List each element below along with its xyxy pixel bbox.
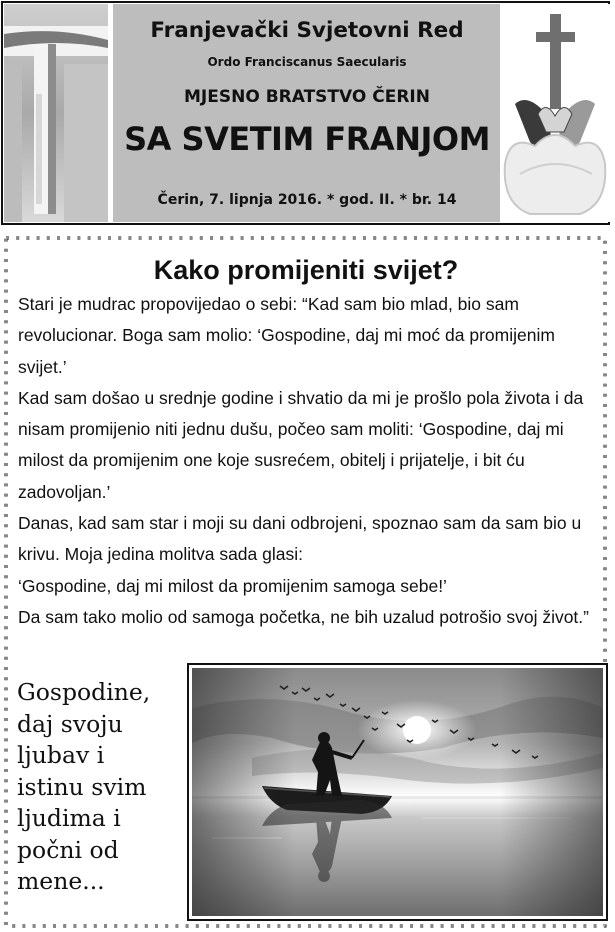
prayer-line: Gospodine, [17,678,151,706]
article-paragraph: Stari je mudrac propovijedao o sebi: “Kad sam bio mlad, bio sam revolucionar. Boga sam molio: ‘Gospodine, daj mi moć da promijenim svijet.’ [18,294,555,377]
article-paragraph: Da sam tako molio od samoga početka, ne bih uzalud potrošio svoj život.” [18,606,589,627]
prayer-line: istinu svim [17,772,147,801]
article-paragraph: Danas, kad sam star i moji su dani odbrojeni, spoznao sam da sam bio u krivu. Moja jedina molitva sada glasi: [18,513,582,565]
prayer-line: ljubav i [17,741,105,769]
prayer-line: mene... [17,867,105,895]
order-latin-name: Ordo Franciscanus Saecularis [207,55,407,69]
article-body [18,289,608,633]
photo-frame [187,663,608,921]
article-paragraph: Kad sam došao u srednje godine i shvatio da mi je prošlo pola života i da nisam promijenio niti jednu dušu, počeo sam moliti: ‘Gospodine, daj mi milost da promijenim one koje susrećem, obitelj i prijatelje, i bit ću zadovoljan.’ [18,387,584,502]
article-paragraph: ‘Gospodine, daj mi milost da promijenim samoga sebe!’ [18,575,447,596]
franciscan-emblem-logo [500,4,610,222]
newsletter-header [0,0,615,228]
local-fraternity-name: MJESNO BRATSTVO ČERIN [184,87,430,107]
issue-line: Čerin, 7. lipnja 2016. * god. II. * br. 14 [157,192,457,208]
tau-cross-logo [4,4,108,222]
title-block [113,4,501,222]
newsletter-title: SA SVETIM FRANJOM [124,120,490,158]
article-headline: Kako promijeniti svijet? [153,255,459,285]
prayer-line: ljudima i [17,804,121,832]
prayer-text [17,677,182,898]
prayer-line: daj svoju [17,709,123,738]
fisherman-boat-photo [192,668,603,916]
prayer-line: počni od [17,835,119,864]
order-name: Franjevački Svjetovni Red [150,18,464,43]
